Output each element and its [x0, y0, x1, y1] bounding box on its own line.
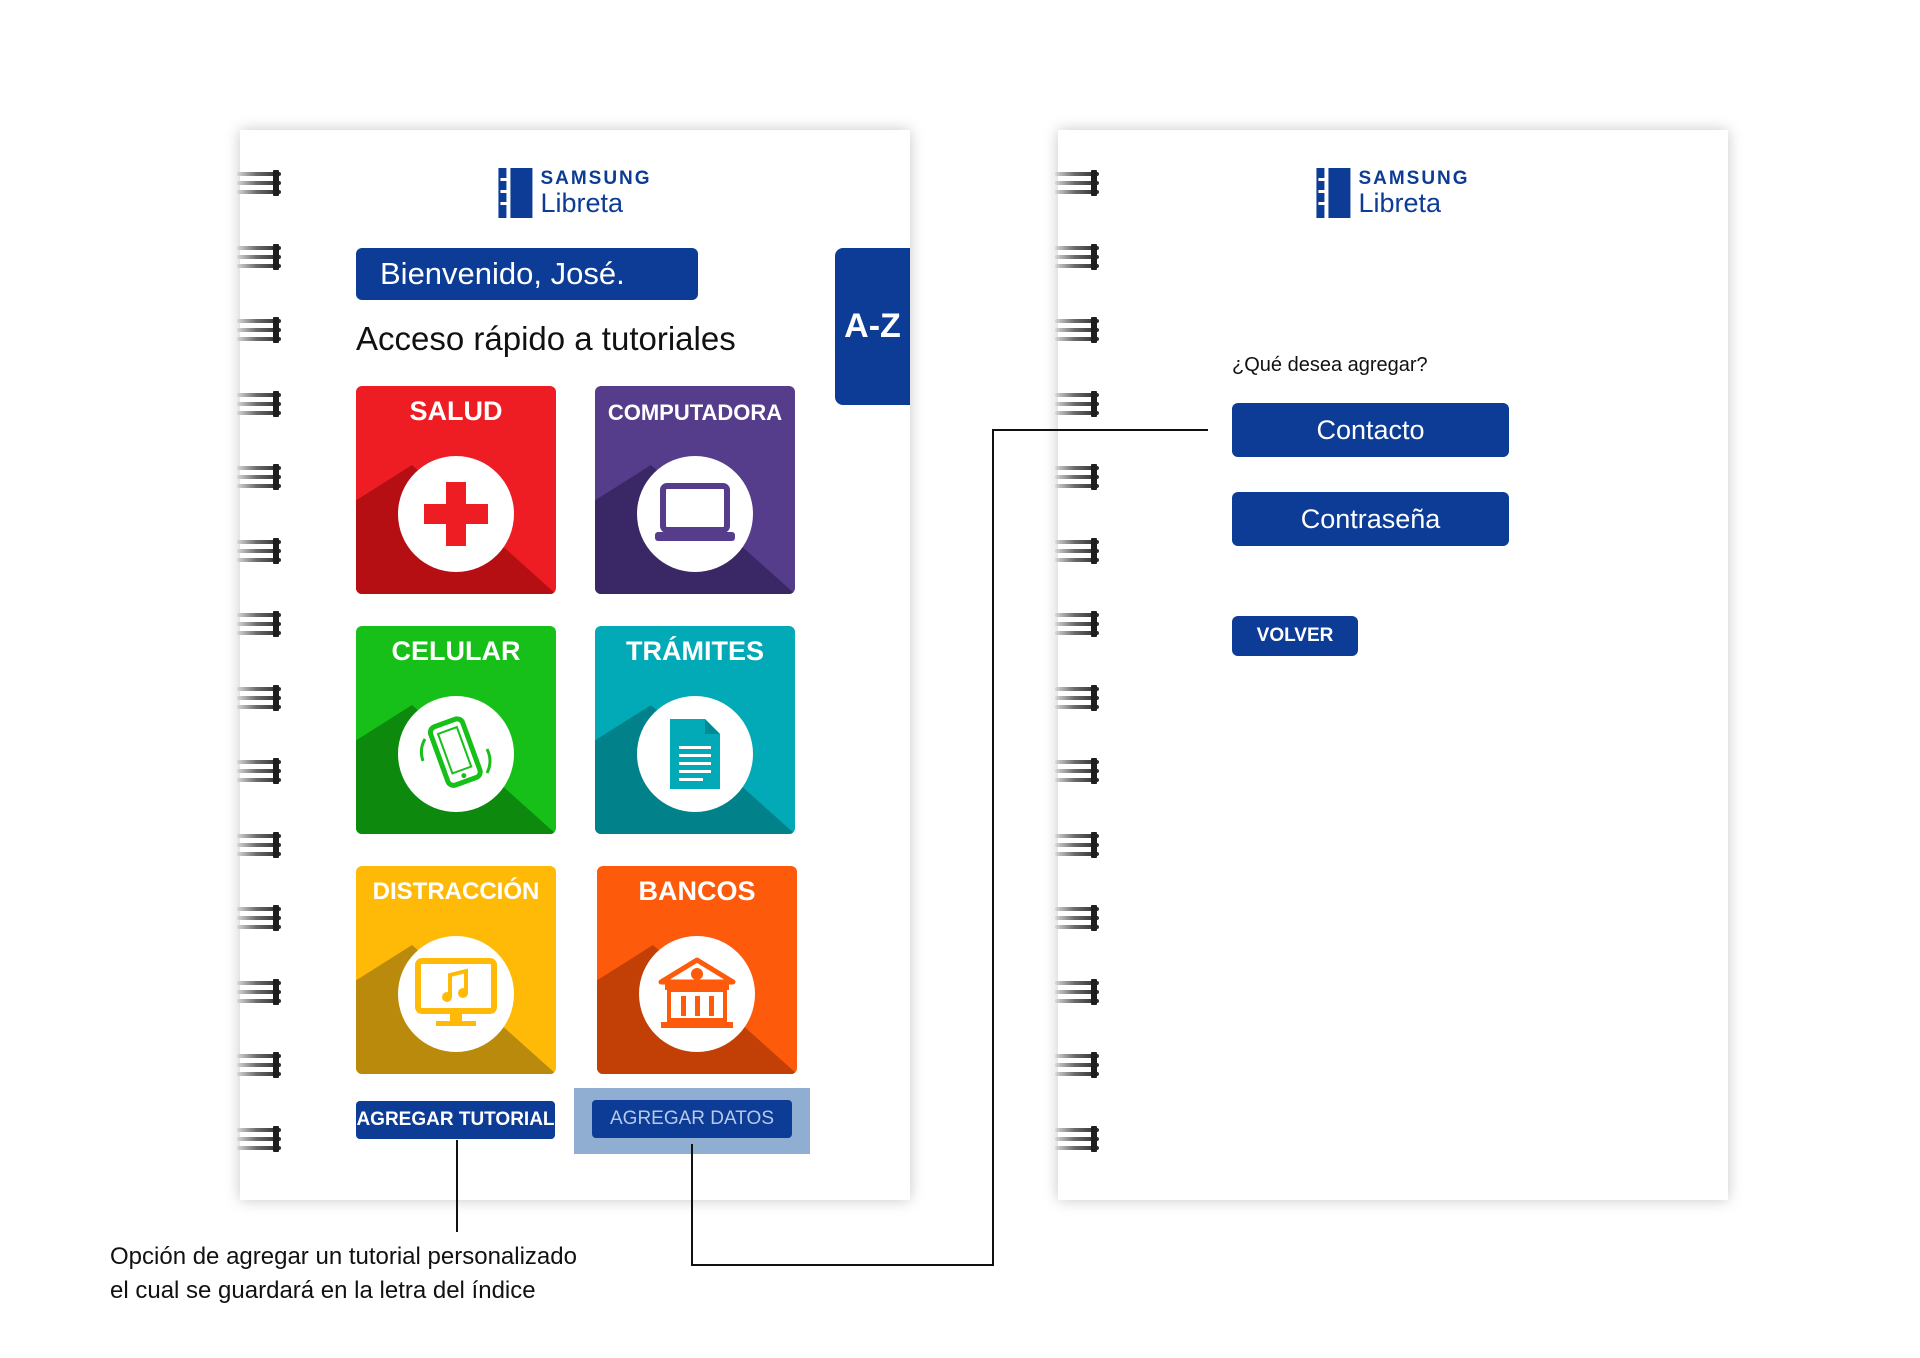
- spiral-ring: [1055, 1052, 1101, 1078]
- logo-name: Libreta: [1358, 188, 1441, 218]
- home-screen-page: [240, 130, 910, 1200]
- tile-celular[interactable]: [356, 626, 556, 834]
- spiral-ring: [237, 170, 283, 196]
- tile-label: DISTRACCIÓN: [372, 878, 540, 905]
- medical-cross-icon: [421, 479, 491, 549]
- add-tutorial-button[interactable]: AGREGAR TUTORIAL: [356, 1101, 555, 1139]
- spiral-ring: [1055, 758, 1101, 784]
- spiral-ring: [237, 1126, 283, 1152]
- samsung-libreta-logo: [1316, 168, 1469, 218]
- spiral-ring: [237, 758, 283, 784]
- tile-label: COMPUTADORA: [607, 400, 783, 425]
- bank-icon: [655, 954, 739, 1034]
- tile-salud[interactable]: [356, 386, 556, 594]
- spiral-ring: [237, 391, 283, 417]
- spiral-ring: [237, 832, 283, 858]
- spiral-ring: [237, 685, 283, 711]
- spiral-ring: [1055, 464, 1101, 490]
- spiral-ring: [1055, 685, 1101, 711]
- notebook-logo-icon: [498, 168, 532, 218]
- spiral-ring: [1055, 244, 1101, 270]
- add-data-button[interactable]: AGREGAR DATOS: [592, 1100, 792, 1138]
- spiral-ring: [1055, 170, 1101, 196]
- add-password-button[interactable]: Contraseña: [1232, 492, 1509, 546]
- data-connector-riser: [992, 429, 994, 1266]
- spiral-ring: [237, 317, 283, 343]
- spiral-binding: [1055, 170, 1105, 1170]
- spiral-ring: [237, 611, 283, 637]
- welcome-banner: Bienvenido, José.: [356, 248, 698, 300]
- add-screen-page: [1058, 130, 1728, 1200]
- tile-computadora[interactable]: [595, 386, 795, 594]
- notebook-logo-icon: [1316, 168, 1350, 218]
- add-question: ¿Qué desea agregar?: [1232, 354, 1428, 376]
- spiral-ring: [1055, 905, 1101, 931]
- spiral-ring: [237, 538, 283, 564]
- spiral-ring: [1055, 538, 1101, 564]
- az-index-tab[interactable]: A-Z: [835, 248, 910, 405]
- logo-brand: SAMSUNG: [540, 168, 652, 189]
- back-button[interactable]: VOLVER: [1232, 616, 1358, 656]
- spiral-ring: [1055, 391, 1101, 417]
- tile-distraccion[interactable]: [356, 866, 556, 1074]
- spiral-ring: [1055, 979, 1101, 1005]
- logo-name: Libreta: [540, 188, 623, 218]
- add-contact-button[interactable]: Contacto: [1232, 403, 1509, 457]
- document-icon: [667, 716, 723, 792]
- samsung-libreta-logo: [498, 168, 651, 218]
- spiral-ring: [1055, 832, 1101, 858]
- spiral-ring: [237, 1052, 283, 1078]
- spiral-ring: [237, 464, 283, 490]
- spiral-binding: [237, 170, 287, 1170]
- smartphone-icon: [411, 709, 501, 799]
- spiral-ring: [237, 244, 283, 270]
- spiral-ring: [237, 979, 283, 1005]
- tile-label: BANCOS: [638, 876, 756, 906]
- spiral-ring: [237, 905, 283, 931]
- tile-tramites[interactable]: [595, 626, 795, 834]
- tile-label: TRÁMITES: [626, 636, 764, 666]
- spiral-ring: [1055, 1126, 1101, 1152]
- logo-brand: SAMSUNG: [1358, 168, 1470, 189]
- data-connector-vertical: [691, 1144, 693, 1266]
- music-monitor-icon: [414, 957, 498, 1031]
- annotation-line-1: Opción de agregar un tutorial personalizado: [110, 1243, 577, 1270]
- annotation-text: [110, 1240, 577, 1308]
- spiral-ring: [1055, 611, 1101, 637]
- data-connector-top: [992, 429, 1208, 431]
- tile-label: SALUD: [409, 396, 503, 426]
- annotation-line-2: el cual se guardará en la letra del índice: [110, 1277, 536, 1304]
- tutorial-connector-line: [456, 1140, 458, 1232]
- data-connector-horizontal: [691, 1264, 994, 1266]
- tile-bancos[interactable]: [597, 866, 797, 1074]
- page-subtitle: Acceso rápido a tutoriales: [356, 320, 736, 357]
- laptop-icon: [653, 482, 737, 546]
- tile-label: CELULAR: [391, 636, 521, 666]
- spiral-ring: [1055, 317, 1101, 343]
